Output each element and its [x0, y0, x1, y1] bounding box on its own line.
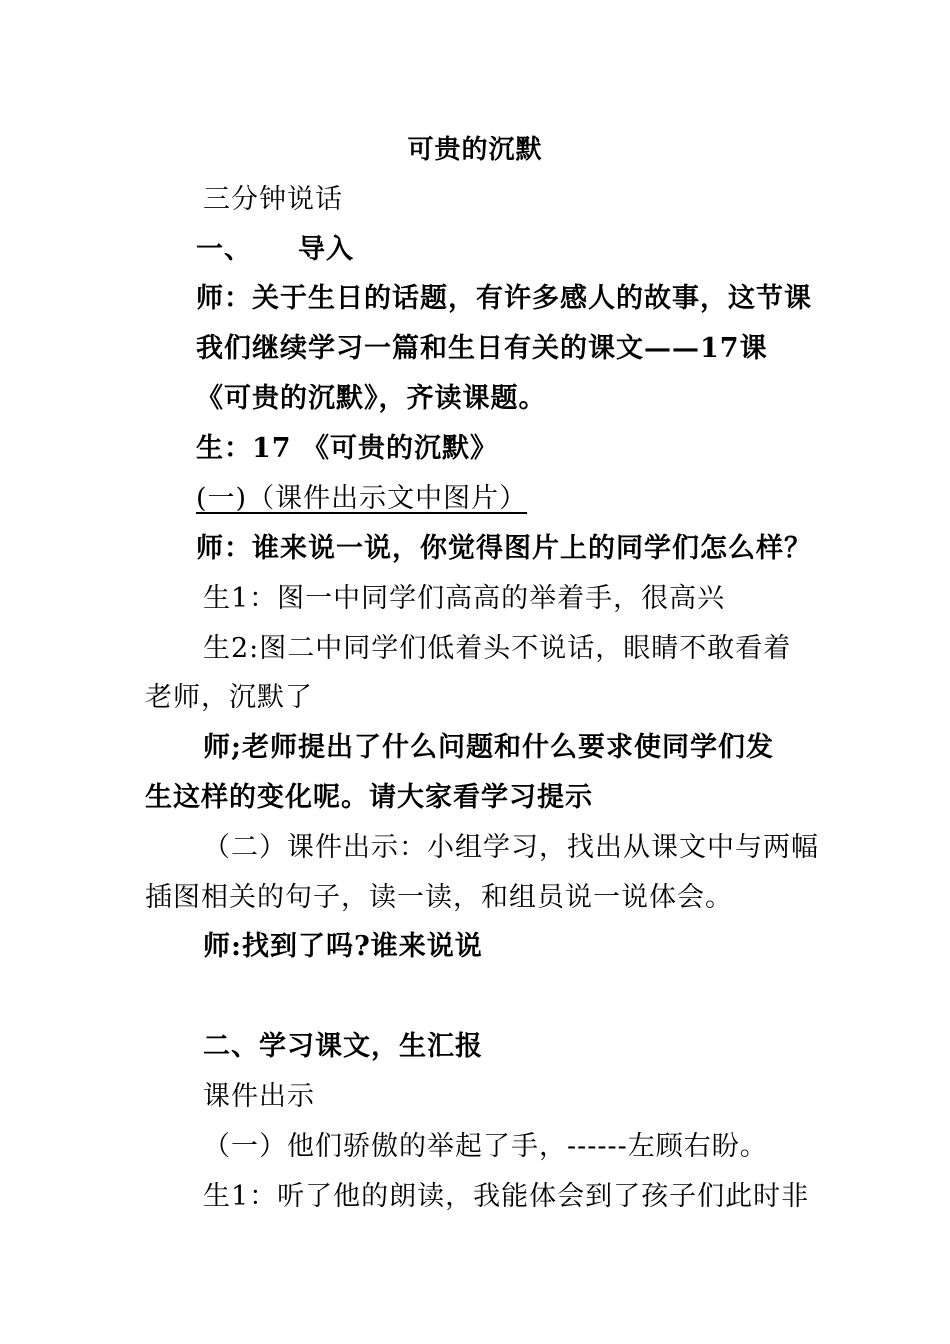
- underlined-subheading: (一)（课件出示文中图片）: [196, 483, 528, 514]
- subheading-three-minute-talk: 三分钟说话: [203, 184, 343, 215]
- paragraph-line: 师;老师提出了什么问题和什么要求使同学们发: [203, 732, 774, 763]
- paragraph-line: 老师，沉默了: [145, 682, 313, 713]
- paragraph-line: （一）他们骄傲的举起了手，------左顾右盼。: [203, 1131, 768, 1162]
- paragraph-line: 生这样的变化呢。请大家看学习提示: [145, 782, 593, 813]
- section-title-introduction: 导入: [298, 234, 354, 265]
- paragraph-line: 生2:图二中同学们低着头不说话，眼睛不敢看着: [203, 633, 792, 664]
- section-heading-2: 二、学习课文，生汇报: [203, 1031, 483, 1062]
- paragraph-line: 师：关于生日的话题，有许多感人的故事，这节课: [196, 283, 812, 314]
- section-number-1: 一、: [196, 234, 252, 265]
- section-heading-1: [196, 233, 354, 267]
- paragraph-line: 生：17 《可贵的沉默》: [196, 433, 498, 464]
- paragraph-line: 我们继续学习一篇和生日有关的课文——17课: [196, 333, 768, 364]
- paragraph-line: 《可贵的沉默》，齐读课题。: [196, 383, 547, 414]
- paragraph-line: 插图相关的句子，读一读，和组员说一说体会。: [145, 882, 733, 913]
- paragraph-line: 师:找到了吗?谁来说说: [203, 931, 483, 962]
- document-title: 可贵的沉默: [407, 135, 543, 165]
- paragraph-line: 课件出示: [203, 1081, 315, 1112]
- paragraph-line: 师：谁来说一说，你觉得图片上的同学们怎么样？: [196, 533, 812, 564]
- paragraph-line: 生1：听了他的朗读，我能体会到了孩子们此时非: [203, 1181, 810, 1212]
- paragraph-line: （二）课件出示：小组学习，找出从课文中与两幅: [203, 832, 819, 863]
- paragraph-line: 生1：图一中同学们高高的举着手，很高兴: [203, 583, 726, 614]
